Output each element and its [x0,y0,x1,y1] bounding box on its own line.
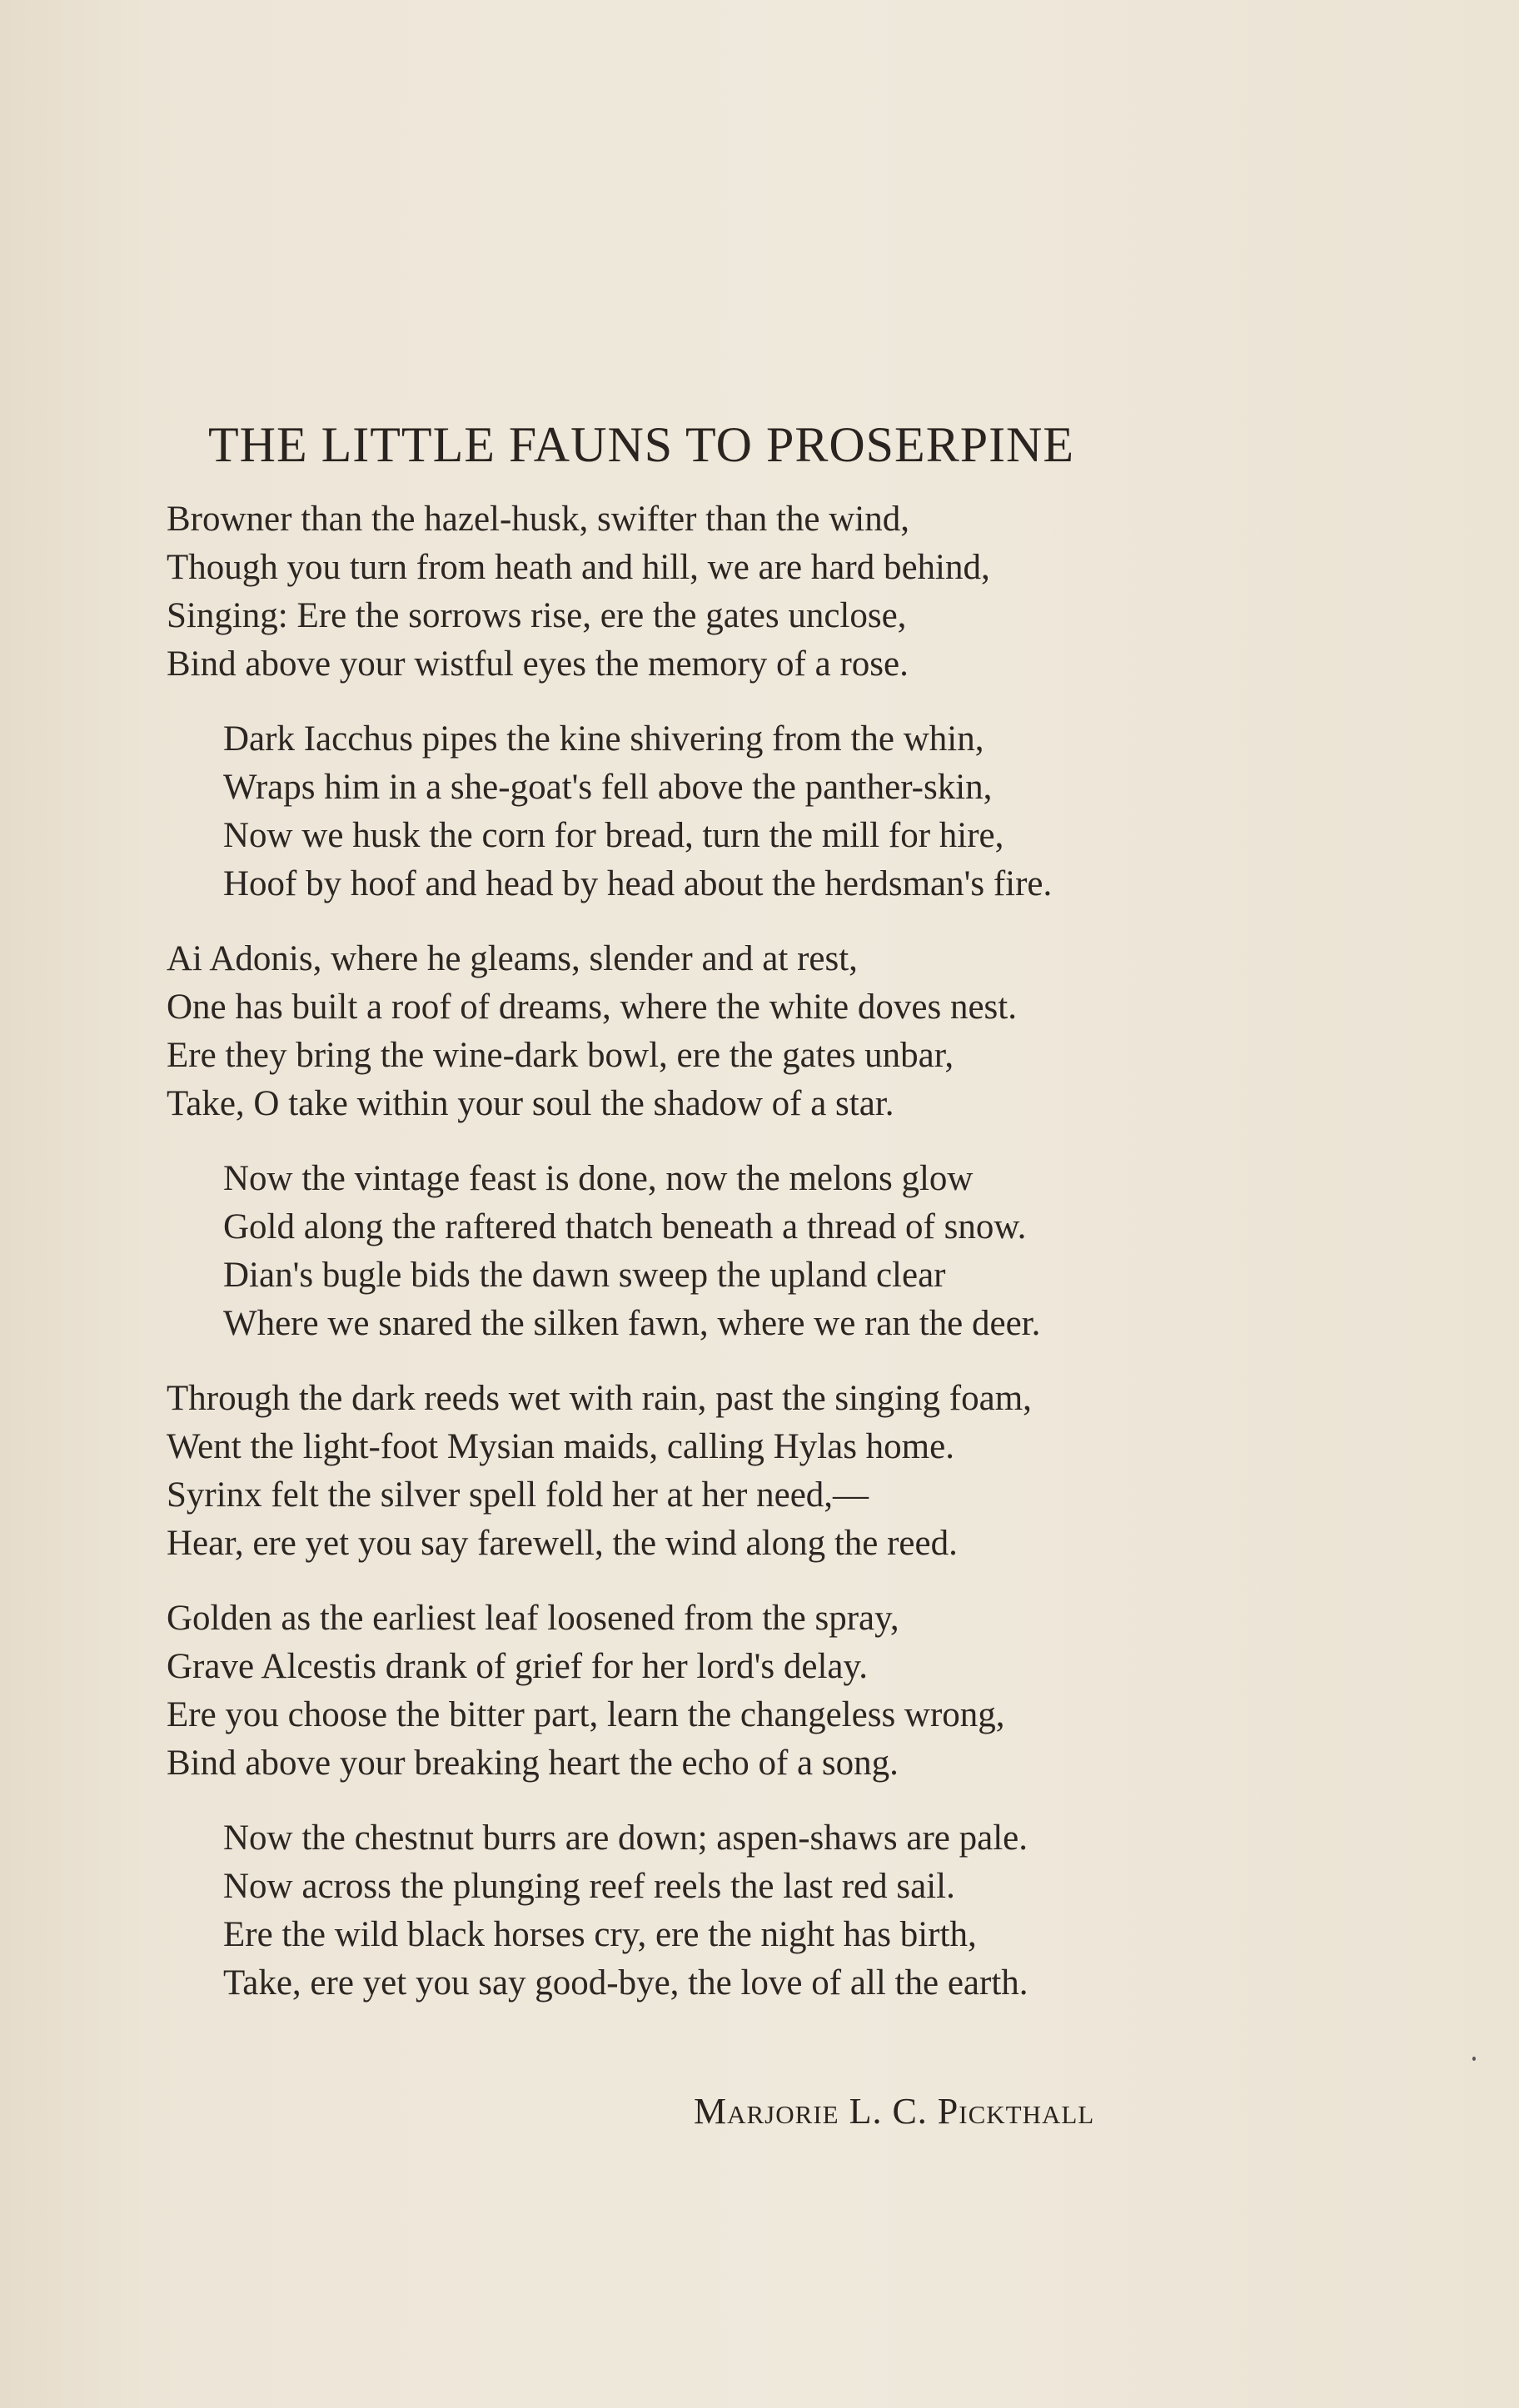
poem-line: Bind above your wistful eyes the memory of a rose. [167,644,909,684]
poem-line: Now the chestnut burrs are down; aspen-shaws are pale. [223,1818,1028,1858]
poem-line: One has built a roof of dreams, where the white doves nest. [167,988,1017,1027]
poem-line: Singing: Ere the sorrows rise, ere the gates unclose, [167,596,907,635]
poem-line: Through the dark reeds wet with rain, past the singing foam, [167,1379,1032,1418]
poem-line: Gold along the raftered thatch beneath a thread of snow. [223,1207,1027,1246]
poem-line: Browner than the hazel-husk, swifter than the wind, [167,500,909,539]
poem-line: Now we husk the corn for bread, turn the mill for hire, [223,816,1004,855]
poem-line: Where we snared the silken fawn, where we ran the deer. [223,1304,1041,1343]
stanza-6 [167,1595,1332,1788]
poem-line: Take, O take within your soul the shadow of a star. [167,1084,894,1123]
poem-line: Hoof by hoof and head by head about the herdsman's fire. [223,864,1053,903]
poem-line: Ere they bring the wine-dark bowl, ere the gates unbar, [167,1036,954,1075]
poem-line: Bind above your breaking heart the echo of a song. [167,1744,899,1783]
poem-line: Grave Alcestis drank of grief for her lord's delay. [167,1647,868,1686]
stanza-5 [167,1375,1332,1568]
poem-line: Went the light-foot Mysian maids, calling Hylas home. [167,1427,954,1466]
poem-line: Ere you choose the bitter part, learn the changeless wrong, [167,1695,1005,1734]
stanza-7 [167,1814,1332,2007]
poem-title: THE LITTLE FAUNS TO PROSERPINE [208,417,1075,472]
stanza-3 [167,935,1332,1128]
poem-line: Ere the wild black horses cry, ere the night has birth, [223,1915,977,1954]
stanza-4 [167,1155,1332,1348]
poem-body [167,495,1332,2034]
author-signature: Marjorie L. C. Pickthall [694,2091,1095,2132]
poem-line: Though you turn from heath and hill, we are hard behind, [167,548,990,587]
poem-line: Wraps him in a she-goat's fell above the panther-skin, [223,768,993,807]
poem-line: Hear, ere yet you say farewell, the wind along the reed. [167,1524,958,1563]
stanza-2 [167,715,1332,908]
ink-speck [1472,2057,1476,2061]
poem-line: Syrinx felt the silver spell fold her at her need,— [167,1475,869,1515]
stanza-1 [167,495,1332,689]
poem-line: Golden as the earliest leaf loosened from the spray, [167,1599,899,1638]
poem-line: Now across the plunging reef reels the last red sail. [223,1867,955,1906]
poem-line: Dark Iacchus pipes the kine shivering from the whin, [223,719,984,759]
poem-line: Take, ere yet you say good-bye, the love of all the earth. [223,1963,1028,2003]
poem-line: Ai Adonis, where he gleams, slender and at rest, [167,939,858,978]
poem-line: Now the vintage feast is done, now the melons glow [223,1159,974,1198]
poem-line: Dian's bugle bids the dawn sweep the upland clear [223,1256,946,1295]
